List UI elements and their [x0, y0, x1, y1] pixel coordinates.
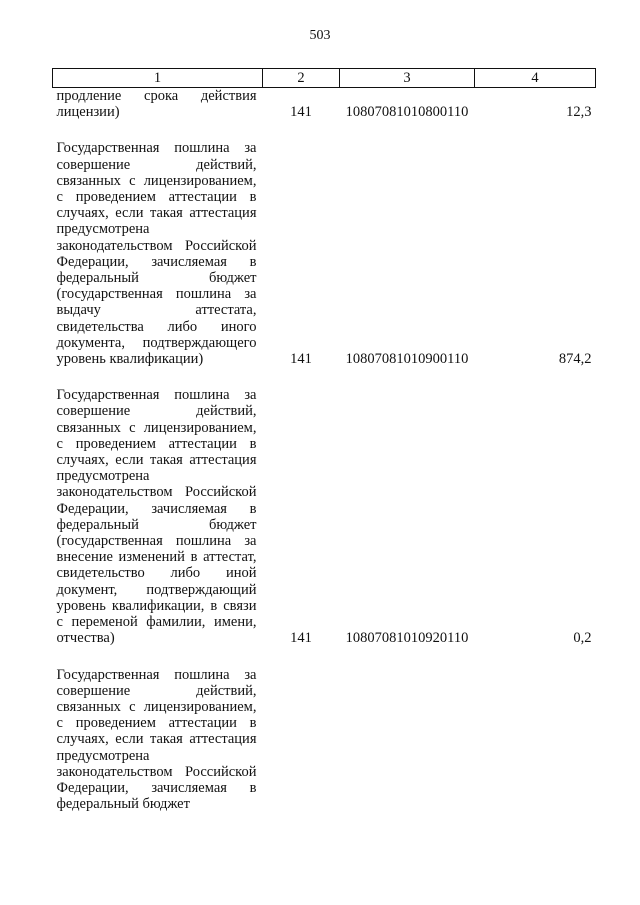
description-line: (государственная пошлина за	[56, 286, 257, 303]
row-budget-code: 10807081010900110	[345, 351, 469, 368]
description-line: уровень квалификации)	[56, 351, 204, 368]
row-amount: 0,2	[573, 630, 592, 647]
description-line: отчества)	[56, 630, 115, 647]
row-amount	[475, 667, 596, 813]
row-admin-code	[263, 667, 340, 813]
row-spacer	[53, 367, 596, 387]
row-description	[53, 140, 263, 367]
description-line: свидетельство либо иной	[56, 565, 257, 582]
description-line: федеральный бюджет	[56, 516, 257, 533]
description-line: Федерации, зачисляемая в	[56, 779, 257, 796]
description-line: случаях, если такая аттестация	[56, 731, 257, 748]
description-line: выдачу аттестата,	[56, 302, 257, 319]
row-budget-code: 10807081010800110	[345, 104, 469, 121]
table-row	[53, 667, 596, 813]
row-spacer	[53, 647, 596, 667]
description-line: уровень квалификации, в связи	[56, 597, 257, 614]
header-col-4: 4	[475, 69, 596, 88]
table-row	[53, 140, 596, 367]
row-budget-code: 10807081010920110	[345, 630, 469, 647]
row-amount: 874,2	[558, 351, 592, 368]
table-body	[53, 88, 596, 813]
description-line: с проведением аттестации в	[56, 715, 257, 732]
description-line: связанных с лицензированием,	[56, 698, 257, 715]
description-line: свидетельства либо иного	[56, 318, 257, 335]
description-line: Федерации, зачисляемая в	[56, 253, 257, 270]
description-line: лицензии)	[56, 104, 120, 121]
description-line: с переменой фамилии, имени,	[56, 614, 257, 631]
description-line: продление срока действия	[56, 88, 257, 104]
row-budget-code	[340, 667, 475, 813]
description-line: документа, подтверждающего	[56, 334, 257, 351]
description-line: Государственная пошлина за	[56, 666, 257, 683]
row-amount: 12,3	[566, 104, 592, 121]
description-line: связанных с лицензированием,	[56, 172, 257, 189]
description-line: федеральный бюджет	[56, 796, 190, 813]
budget-table	[52, 68, 596, 812]
description-line: предусмотрена	[56, 747, 150, 764]
description-line: Федерации, зачисляемая в	[56, 500, 257, 517]
table-row	[53, 88, 596, 121]
row-spacer	[53, 120, 596, 140]
row-description	[53, 88, 263, 121]
row-description	[53, 387, 263, 646]
description-line: предусмотрена	[56, 468, 150, 485]
description-line: законодательством Российской	[56, 237, 257, 254]
description-line: законодательством Российской	[56, 763, 257, 780]
description-line: внесение изменений в аттестат,	[56, 549, 257, 566]
row-admin-code: 141	[290, 351, 312, 368]
row-description	[53, 667, 263, 813]
description-line: с проведением аттестации в	[56, 189, 257, 206]
description-line: законодательством Российской	[56, 484, 257, 501]
description-line: случаях, если такая аттестация	[56, 205, 257, 222]
header-col-1: 1	[53, 69, 263, 88]
description-line: документ, подтверждающий	[56, 581, 257, 598]
description-line: совершение действий,	[56, 156, 257, 173]
header-col-3: 3	[340, 69, 475, 88]
description-line: связанных с лицензированием,	[56, 419, 257, 436]
page-number: 503	[309, 28, 331, 43]
description-line: совершение действий,	[56, 682, 257, 699]
description-line: случаях, если такая аттестация	[56, 452, 257, 469]
description-line: совершение действий,	[56, 403, 257, 420]
description-line: федеральный бюджет	[56, 270, 257, 287]
table-row	[53, 387, 596, 646]
description-line: (государственная пошлина за	[56, 533, 257, 550]
description-line: Государственная пошлина за	[56, 140, 257, 157]
table-header-row	[53, 69, 596, 88]
description-line: предусмотрена	[56, 221, 150, 238]
description-line: с проведением аттестации в	[56, 435, 257, 452]
description-line: Государственная пошлина за	[56, 387, 257, 404]
header-col-2: 2	[263, 69, 340, 88]
row-admin-code: 141	[290, 104, 312, 121]
row-admin-code: 141	[290, 630, 312, 647]
